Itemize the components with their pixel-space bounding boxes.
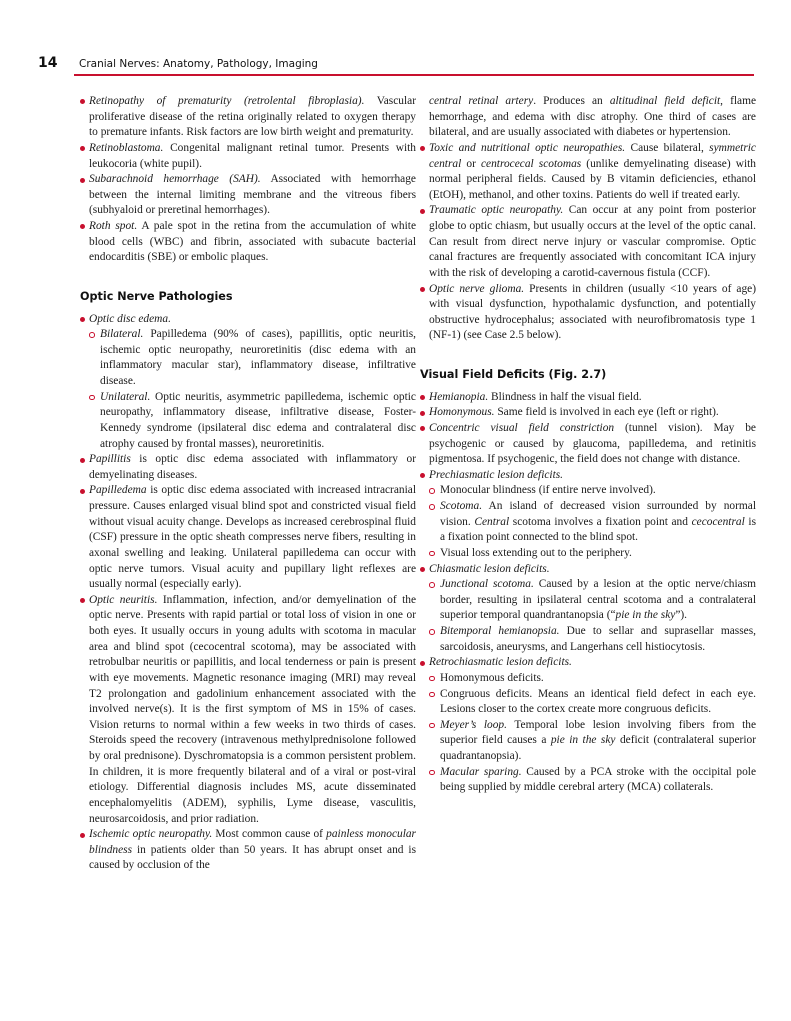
sub-list-item: Homonymous deficits.	[420, 671, 756, 687]
list-item: Retinopathy of prematurity (retrolental fibroplasia). Vascular proliferative disease of the retina originally related to oxygen therapy to premature infants. Risk factors are low birth weight and prematurity.	[80, 94, 416, 141]
page-number: 14	[38, 55, 58, 71]
list-item: Retrochiasmatic lesion deficits.	[420, 655, 756, 671]
sub-list-item: Meyer’s loop. Temporal lobe lesion involving fibers from the superior field causes a pie in the sky deficit (contralateral superior quadrantanopsia).	[420, 718, 756, 765]
section-heading-visual-field: Visual Field Deficits (Fig. 2.7)	[420, 368, 607, 381]
list-item: Toxic and nutritional optic neuropathies. Cause bilateral, symmetric central or centrocecal scotomas (unlike demyelinating disease) with normal peripheral fields. Caused by B vitamin deficiencies, ethanol (EtOH), methanol, and other toxins. Patients do well if treated early.	[420, 141, 756, 204]
sub-list-item: Bilateral. Papilledema (90% of cases), papillitis, optic neuritis, ischemic optic neuropathy, neuroretinitis (disc edema with an inflammatory macular star), inflammatory disease, infiltrative disease.	[80, 327, 416, 390]
list-item: Homonymous. Same field is involved in each eye (left or right).	[420, 405, 756, 421]
running-title: Cranial Nerves: Anatomy, Pathology, Imaging	[79, 58, 318, 70]
list-item: Papilledema is optic disc edema associated with increased intracranial pressure. Causes enlarged visual blind spot and constricted visual field without visual acuity change. Develops as increased cerebrospinal fluid (CSF) pressure in the optic sheath compresses nerve fibers, resulting in axonal swelling and leaking. Unilateral papilledema can occur with optic nerve tumors. Visual acuity and pupillary light reflexes are usually normal (especially early).	[80, 483, 416, 592]
sub-list-item: Junctional scotoma. Caused by a lesion at the optic nerve/chiasm border, resulting in ipsilateral central scotoma and a contralateral superior temporal quandrantanopsia (“pie in the sky”).	[420, 577, 756, 624]
sub-list-item: Visual loss extending out to the periphery.	[420, 546, 756, 562]
list-item: Prechiasmatic lesion deficits.	[420, 468, 756, 484]
list-item: Roth spot. A pale spot in the retina from the accumulation of white blood cells (WBC) and fibrin, associated with subacute bacterial endocarditis (SBE) or embolic plaques.	[80, 219, 416, 266]
sub-list-item: Monocular blindness (if entire nerve involved).	[420, 483, 756, 499]
left-column	[80, 94, 416, 874]
right-column	[420, 94, 756, 796]
list-item: Ischemic optic neuropathy. Most common cause of painless monocular blindness in patients older than 50 years. It has abrupt onset and is caused by occlusion of the	[80, 827, 416, 874]
retina-list	[80, 94, 416, 266]
list-item-continuation: central retinal artery. Produces an altitudinal field deficit, flame hemorrhage, and edema with disc atrophy. One third of cases are bilateral, and are usually associated with diabetes or hypertension.	[429, 95, 757, 139]
optic-list	[80, 312, 416, 875]
list-item: Optic neuritis. Inflammation, infection, and/or demyelination of the optic nerve. Presents with rapid partial or total loss of vision in one or both eyes. It usually occurs in young adults with scotoma in macular area and blind spot (cecocentral scotoma), may be associated with retrobulbar neuritis or papillitis, and local tenderness or pain is present with eye movements. Magnetic resonance imaging (MRI) may reveal T2 prolongation and gadolinium enhancement associated with the involved nerve(s). It is the first symptom of MS in 15% of cases. Vision returns to normal within a few weeks in two thirds of cases. Steroids speed the recovery (intravenous methylprednisolone followed by oral prednisone). Dyschromatopsia is a common persistent problem. In children, it is more frequently bilateral and of a viral or post-viral etiology. Differential diagnosis includes MS, acute disseminated encephalomyelitis (ADEM), syphilis, Lyme disease, vasculitis, neurosarcoidosis, and prior radiation.	[80, 593, 416, 827]
list-item: Chiasmatic lesion deficits.	[420, 562, 756, 578]
section-heading-optic: Optic Nerve Pathologies	[80, 289, 233, 303]
list-item: Subarachnoid hemorrhage (SAH). Associated with hemorrhage between the internal limiting membrane and the vitreous fibers (subhyaloid or preretinal hemorrhages).	[80, 172, 416, 219]
optic-list-continued	[420, 94, 756, 344]
sub-list-item: Scotoma. An island of decreased vision surrounded by normal vision. Central scotoma involves a fixation point and cecocentral is a fixation point connected to the blind spot.	[420, 499, 756, 546]
list-item: Hemianopia. Blindness in half the visual field.	[420, 390, 756, 406]
sub-list-item: Macular sparing. Caused by a PCA stroke with the occipital pole being supplied by middle cerebral artery (MCA) collaterals.	[420, 765, 756, 796]
list-item: Optic nerve glioma. Presents in children (usually <10 years of age) with visual dysfunction, hypothalamic dysfunction, and potentially obstructive hydrocephalus; associated with neurofibromatosis type 1 (NF-1) (see Case 2.5 below).	[420, 282, 756, 345]
page-header	[0, 52, 791, 78]
sub-list-item: Unilateral. Optic neuritis, asymmetric papilledema, ischemic optic neuropathy, inflammatory disease, infiltrative disease, Foster-Kennedy syndrome (ipsilateral disc edema and contralateral disc atrophy caused by frontal masses), neuroretinitis.	[80, 390, 416, 453]
list-item: Optic disc edema.	[80, 312, 416, 328]
sub-list-item: Bitemporal hemianopsia. Due to sellar and suprasellar masses, sarcoidosis, aneurysms, and Langerhans cell histiocytosis.	[420, 624, 756, 655]
list-item: Concentric visual field constriction (tunnel vision). May be psychogenic or caused by glaucoma, papilledema, and retinitis pigmentosa. If psychogenic, the field does not change with distance.	[420, 421, 756, 468]
header-rule	[74, 74, 754, 76]
sub-list-item: Congruous deficits. Means an identical field defect in each eye. Lesions closer to the cortex create more congruous deficits.	[420, 687, 756, 718]
list-item: Papillitis is optic disc edema associated with inflammatory or demyelinating diseases.	[80, 452, 416, 483]
list-item: Retinoblastoma. Congenital malignant retinal tumor. Presents with leukocoria (white pupil).	[80, 141, 416, 172]
list-item: Traumatic optic neuropathy. Can occur at any point from posterior globe to optic chiasm, but usually occurs at the level of the optic canal. Can result from direct nerve injury or vascular compromise. Optic canal fractures are frequently associated with concomitant ICA injury with the risk of developing a carotid-cavernous fistula (CCF).	[420, 203, 756, 281]
visual-field-list	[420, 390, 756, 796]
